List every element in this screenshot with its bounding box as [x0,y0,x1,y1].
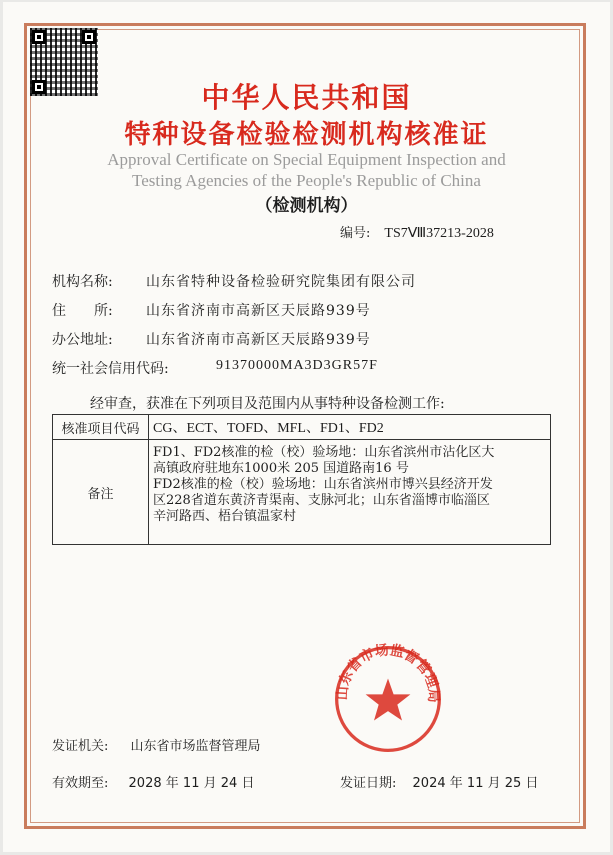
cert-number [340,222,494,242]
table-row [53,440,551,545]
valid-year: 2028 [128,776,162,791]
issuer-value: 山东省市场监督管理局 [130,739,261,754]
field-value: 山东省济南市高新区天辰路939号 [146,332,371,348]
seal-star-icon [366,678,411,720]
valid-month: 11 [182,776,200,791]
field-label: 住 所: [52,303,113,319]
remark-line: 高镇政府驻地东1000米 205 国道路南16 号 [153,461,409,476]
remark-line: FD2核准的检（校）验场地：山东省滨州市博兴县经济开发 [153,477,493,492]
title-subtitle: （检测机构） [255,196,358,216]
seal-text: 山东省市场监督管理局 [334,643,442,703]
field-label: 统一社会信用代码: [52,361,169,377]
field-address [52,300,371,320]
cert-number-value: TS7Ⅷ37213-2028 [384,226,494,241]
qr-finder-icon [32,30,46,44]
title-english-line1: Approval Certificate on Special Equipment Inspection and [107,150,506,169]
valid-until: 有效期至: 2028 年 11 月 24 日 [52,776,255,791]
valid-day: 24 [220,776,238,791]
issue-day: 25 [504,776,522,791]
remark-line: 区228省道东黄济青渠南、支脉河北；山东省淄博市临淄区 [153,493,490,508]
issue-year: 2024 [412,776,446,791]
field-credit-code [52,358,378,378]
field-label: 办公地址: [52,332,113,348]
official-seal [332,643,444,755]
title-certificate: 特种设备检验检测机构核准证 [124,120,489,150]
issue-date: 发证日期: 2024 年 11 月 25 日 [340,776,539,791]
issuer-label: 发证机关: [52,739,109,754]
remark-cell [149,440,551,545]
issue-month: 11 [466,776,484,791]
field-value: 山东省济南市高新区天辰路939号 [146,303,371,319]
remark-line: FD1、FD2核准的检（校）验场地：山东省滨州市沾化区大 [153,445,495,460]
field-office-address [52,329,371,349]
field-label: 机构名称: [52,274,113,290]
issuer [52,735,261,754]
code-label-cell: 核准项目代码 [53,415,149,440]
remark-label-cell: 备注 [53,440,149,545]
approval-statement: 经审查，获准在下列项目及范围内从事特种设备检测工作: [90,396,445,412]
scope-table [52,414,551,545]
field-value: 91370000MA3D3GR57F [216,358,378,373]
table-row [53,415,551,440]
codes-cell: CG、ECT、TOFD、MFL、FD1、FD2 [149,415,551,440]
cert-number-label: 编号: [340,226,371,241]
valid-until-label: 有效期至: [52,776,109,791]
title-english-line2: Testing Agencies of the People's Republic of China [132,171,481,190]
field-value: 山东省特种设备检验研究院集团有限公司 [146,274,416,290]
qr-finder-icon [82,30,96,44]
remark-line: 辛河路西、梧台镇温家村 [153,509,297,524]
title-country: 中华人民共和国 [201,81,412,114]
field-org-name [52,271,416,291]
issue-date-label: 发证日期: [340,776,397,791]
